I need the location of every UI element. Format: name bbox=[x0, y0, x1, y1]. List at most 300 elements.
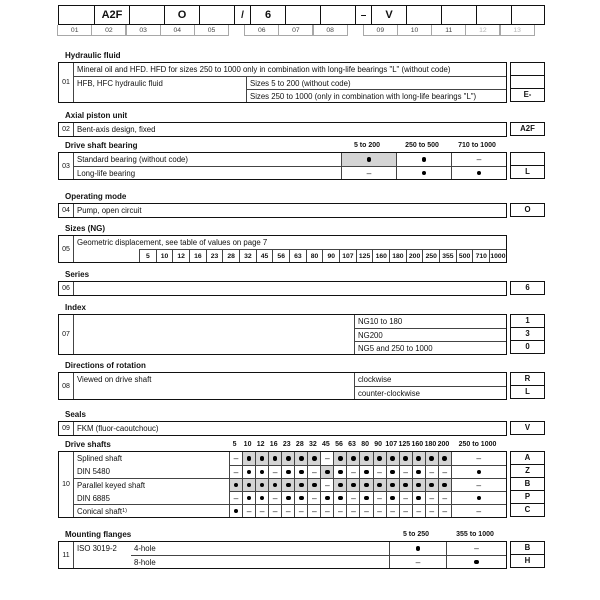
table-row: Long-life bearing bbox=[74, 166, 341, 179]
column-header: 16 bbox=[269, 441, 278, 448]
availability-cell bbox=[359, 478, 372, 491]
size-cell: 250 bbox=[422, 249, 439, 262]
availability-cell: – bbox=[446, 542, 506, 555]
code-box: 3 bbox=[510, 327, 545, 341]
availability-cell bbox=[307, 452, 320, 465]
dot-marker bbox=[367, 157, 372, 162]
dot-marker bbox=[416, 546, 421, 551]
dot-marker bbox=[312, 456, 317, 461]
position-number: 02 bbox=[91, 25, 126, 36]
drive-shafts-group-conical bbox=[74, 504, 229, 517]
position-number: 07 bbox=[278, 25, 313, 36]
availability-cell bbox=[333, 478, 346, 491]
table-row: HFB, HFC hydraulic fluid bbox=[74, 76, 246, 102]
dot-marker bbox=[299, 483, 304, 488]
column-header: 710 to 1000 bbox=[458, 142, 496, 149]
availability-cell: – bbox=[346, 504, 359, 517]
dot-marker bbox=[364, 470, 369, 475]
availability-cell bbox=[255, 465, 268, 478]
series-table bbox=[58, 281, 507, 296]
index-table bbox=[58, 314, 507, 355]
table-row bbox=[74, 282, 506, 295]
column-header: 56 bbox=[335, 441, 343, 448]
availability-cell bbox=[294, 452, 307, 465]
availability-cell bbox=[333, 465, 346, 478]
position-number: 10 bbox=[397, 25, 432, 36]
model-code-cell: O bbox=[164, 6, 199, 24]
dot-marker bbox=[364, 456, 369, 461]
availability-cell: – bbox=[373, 504, 386, 517]
column-header: 250 to 1000 bbox=[458, 441, 497, 448]
availability-cell bbox=[281, 491, 294, 504]
code-box-empty bbox=[510, 152, 545, 166]
availability-cell: – bbox=[359, 504, 372, 517]
availability-cell: – bbox=[399, 504, 412, 517]
code-box: E- bbox=[510, 88, 545, 102]
size-cell: 63 bbox=[289, 249, 306, 262]
code-box: B bbox=[510, 477, 545, 491]
sizes-table bbox=[58, 235, 507, 263]
position-number: 12 bbox=[465, 25, 500, 36]
code-box: 0 bbox=[510, 340, 545, 354]
dot-marker bbox=[260, 456, 265, 461]
model-code-cell bbox=[320, 6, 355, 24]
seals-table bbox=[58, 421, 507, 436]
code-box: A bbox=[510, 451, 545, 465]
position-number: 05 bbox=[194, 25, 229, 36]
code-box: P bbox=[510, 490, 545, 504]
size-cell: 355 bbox=[439, 249, 456, 262]
availability-cell: – bbox=[268, 491, 281, 504]
section-number: 06 bbox=[59, 282, 74, 295]
column-header: 250 to 500 bbox=[405, 142, 439, 149]
column-header: 5 to 200 bbox=[353, 142, 381, 149]
code-box: V bbox=[510, 421, 545, 435]
size-cell: 500 bbox=[456, 249, 473, 262]
dot-marker bbox=[416, 483, 421, 488]
availability-cell bbox=[359, 452, 372, 465]
section-title: Drive shaft bearing bbox=[65, 141, 138, 150]
availability-cell bbox=[333, 491, 346, 504]
availability-cell: – bbox=[307, 504, 320, 517]
dot-marker bbox=[351, 456, 356, 461]
operating-mode-table bbox=[58, 203, 507, 218]
model-code-cell bbox=[441, 6, 476, 24]
model-code-cell bbox=[59, 6, 94, 24]
table-row: Viewed on drive shaft bbox=[77, 375, 152, 384]
dot-marker bbox=[234, 509, 239, 514]
availability-cell bbox=[399, 452, 412, 465]
dot-marker bbox=[416, 470, 421, 475]
availability-cell: – bbox=[451, 153, 506, 166]
position-number-gap bbox=[229, 25, 245, 36]
availability-cell: – bbox=[229, 452, 242, 465]
section-number: 07 bbox=[59, 315, 74, 354]
table-row: counter-clockwise bbox=[354, 386, 506, 399]
availability-cell: – bbox=[294, 504, 307, 517]
model-code-position-numbers bbox=[58, 25, 545, 36]
availability-cell: – bbox=[268, 465, 281, 478]
section-number: 02 bbox=[59, 123, 74, 136]
rotation-table bbox=[58, 372, 507, 400]
size-cell: 28 bbox=[222, 249, 239, 262]
dot-marker bbox=[351, 483, 356, 488]
availability-cell: – bbox=[386, 504, 399, 517]
model-code-separator: – bbox=[355, 6, 371, 24]
availability-cell bbox=[386, 491, 399, 504]
dot-marker bbox=[477, 470, 482, 475]
dot-marker bbox=[260, 470, 265, 475]
section-number: 08 bbox=[59, 373, 74, 399]
model-code-row bbox=[58, 5, 545, 25]
table-row: NG10 to 180 bbox=[354, 315, 506, 328]
section-title: Directions of rotation bbox=[65, 361, 146, 370]
table-row: NG200 bbox=[354, 328, 506, 341]
size-cell: 10 bbox=[156, 249, 173, 262]
availability-cell bbox=[294, 465, 307, 478]
availability-cell: – bbox=[281, 504, 294, 517]
dot-marker bbox=[338, 456, 343, 461]
group-label-line: Conical shaft bbox=[77, 506, 123, 516]
dot-marker bbox=[286, 483, 291, 488]
dot-marker bbox=[364, 483, 369, 488]
section-title: Index bbox=[65, 303, 86, 312]
column-header: 10 bbox=[243, 441, 252, 448]
size-cell: 56 bbox=[272, 249, 289, 262]
model-code-cell bbox=[476, 6, 511, 24]
dot-marker bbox=[338, 470, 343, 475]
drive-shafts-table bbox=[58, 451, 507, 518]
availability-cell bbox=[320, 491, 333, 504]
column-header: 12 bbox=[256, 441, 265, 448]
dot-marker bbox=[325, 496, 330, 501]
availability-cell: – bbox=[307, 491, 320, 504]
section-title: Mounting flanges bbox=[65, 530, 132, 539]
group-label-line: DIN 5480 bbox=[77, 467, 110, 476]
availability-cell bbox=[389, 542, 446, 555]
availability-cell bbox=[425, 478, 438, 491]
code-box: L bbox=[510, 165, 545, 179]
availability-cell: – bbox=[399, 465, 412, 478]
dot-marker bbox=[477, 496, 482, 501]
position-number: 13 bbox=[500, 25, 535, 36]
position-number: 03 bbox=[126, 25, 161, 36]
dot-marker bbox=[477, 171, 482, 176]
dot-marker bbox=[416, 496, 421, 501]
availability-cell: – bbox=[425, 491, 438, 504]
footnote-marker: 1) bbox=[122, 508, 127, 514]
size-cell: 23 bbox=[206, 249, 223, 262]
size-cell: 107 bbox=[339, 249, 356, 262]
availability-cell bbox=[281, 452, 294, 465]
availability-cell bbox=[425, 452, 438, 465]
code-box: C bbox=[510, 503, 545, 517]
size-cell: 32 bbox=[239, 249, 256, 262]
availability-cell: – bbox=[320, 452, 333, 465]
dot-marker bbox=[273, 483, 278, 488]
size-cell: 80 bbox=[306, 249, 323, 262]
code-box: A2F bbox=[510, 122, 545, 136]
code-box: O bbox=[510, 203, 545, 217]
availability-cell bbox=[294, 478, 307, 491]
table-row: 8-hole bbox=[131, 555, 389, 568]
section-number: 03 bbox=[59, 153, 74, 179]
dot-marker bbox=[377, 456, 382, 461]
model-code-cell bbox=[285, 6, 320, 24]
column-header: 125 bbox=[398, 441, 411, 448]
availability-cell bbox=[412, 452, 425, 465]
availability-cell bbox=[341, 153, 396, 166]
availability-cell bbox=[333, 452, 346, 465]
dot-marker bbox=[474, 560, 479, 565]
availability-cell bbox=[255, 478, 268, 491]
availability-cell bbox=[307, 478, 320, 491]
code-box-empty bbox=[510, 75, 545, 89]
position-number: 04 bbox=[160, 25, 195, 36]
section-number: 09 bbox=[59, 422, 74, 435]
size-cell: 12 bbox=[172, 249, 189, 262]
section-number: 05 bbox=[59, 236, 74, 262]
availability-cell: – bbox=[341, 166, 396, 179]
size-cell: 1000 bbox=[489, 249, 506, 262]
dot-marker bbox=[247, 456, 252, 461]
size-cell: 45 bbox=[256, 249, 273, 262]
position-number: 06 bbox=[244, 25, 279, 36]
section-number: 04 bbox=[59, 204, 74, 217]
dot-marker bbox=[429, 456, 434, 461]
dot-marker bbox=[416, 456, 421, 461]
model-code-cell: A2F bbox=[94, 6, 129, 24]
column-header: 45 bbox=[322, 441, 330, 448]
column-header: 180 bbox=[424, 441, 437, 448]
group-label-line: Parallel keyed shaft bbox=[77, 481, 146, 490]
model-code-cell bbox=[199, 6, 234, 24]
table-row: Bent-axis design, fixed bbox=[77, 125, 156, 134]
availability-cell bbox=[438, 452, 451, 465]
availability-cell: – bbox=[438, 465, 451, 478]
dot-marker bbox=[422, 157, 427, 162]
availability-cell bbox=[451, 465, 506, 478]
model-code-cell bbox=[406, 6, 441, 24]
section-number: 01 bbox=[59, 63, 74, 102]
dot-marker bbox=[286, 470, 291, 475]
availability-cell bbox=[359, 465, 372, 478]
availability-cell: – bbox=[229, 465, 242, 478]
section-title: Hydraulic fluid bbox=[65, 51, 121, 60]
availability-cell bbox=[346, 452, 359, 465]
model-code-cell bbox=[511, 6, 546, 24]
column-header: 160 bbox=[411, 441, 424, 448]
column-header: 32 bbox=[308, 441, 317, 448]
section-title: Series bbox=[65, 270, 90, 279]
dot-marker bbox=[390, 470, 395, 475]
availability-cell: – bbox=[307, 465, 320, 478]
column-header: 107 bbox=[385, 441, 398, 448]
size-cell: 180 bbox=[389, 249, 406, 262]
size-cell: 200 bbox=[406, 249, 423, 262]
table-row: Sizes 250 to 1000 (only in combination with long-life bearings "L") bbox=[246, 89, 506, 102]
column-header: 23 bbox=[282, 441, 291, 448]
dot-marker bbox=[338, 483, 343, 488]
availability-cell bbox=[399, 478, 412, 491]
availability-cell: – bbox=[229, 491, 242, 504]
dot-marker bbox=[364, 496, 369, 501]
availability-cell bbox=[451, 491, 506, 504]
table-row: NG5 and 250 to 1000 bbox=[354, 341, 506, 354]
availability-cell: – bbox=[255, 504, 268, 517]
table-row: FKM (fluor-caoutchouc) bbox=[77, 424, 159, 433]
availability-cell bbox=[268, 478, 281, 491]
group-label-line: Splined shaft bbox=[77, 454, 123, 463]
dot-marker bbox=[312, 483, 317, 488]
availability-cell: – bbox=[451, 452, 506, 465]
section-title: Operating mode bbox=[65, 192, 127, 201]
drive-shafts-group-splined bbox=[74, 452, 229, 478]
spacer-cell bbox=[74, 249, 139, 262]
availability-cell bbox=[396, 166, 451, 179]
table-row: clockwise bbox=[354, 373, 506, 386]
position-number: 11 bbox=[431, 25, 466, 36]
availability-cell: – bbox=[389, 555, 446, 568]
availability-cell: – bbox=[242, 504, 255, 517]
table-row: Mineral oil and HFD. HFD for sizes 250 to 1000 only in combination with long-life bearings "L" (without code) bbox=[77, 65, 451, 74]
availability-cell bbox=[255, 491, 268, 504]
table-row: Geometric displacement, see table of values on page 7 bbox=[77, 238, 268, 247]
availability-cell bbox=[242, 465, 255, 478]
column-header: 28 bbox=[295, 441, 304, 448]
position-number-gap bbox=[348, 25, 364, 36]
dot-marker bbox=[338, 496, 343, 501]
section-number: 10 bbox=[59, 452, 74, 517]
availability-cell: – bbox=[373, 465, 386, 478]
availability-cell bbox=[412, 465, 425, 478]
size-cell: 160 bbox=[372, 249, 389, 262]
drive-shaft-bearing-table bbox=[58, 152, 507, 180]
availability-cell bbox=[396, 153, 451, 166]
availability-cell bbox=[242, 478, 255, 491]
availability-cell: – bbox=[438, 491, 451, 504]
dot-marker bbox=[247, 496, 252, 501]
availability-cell bbox=[346, 478, 359, 491]
column-header: 63 bbox=[348, 441, 356, 448]
availability-cell bbox=[386, 478, 399, 491]
column-header: 5 to 250 bbox=[402, 531, 430, 538]
size-cell: 5 bbox=[139, 249, 156, 262]
availability-cell bbox=[242, 491, 255, 504]
availability-cell: – bbox=[451, 478, 506, 491]
dot-marker bbox=[403, 456, 408, 461]
model-code-table bbox=[58, 5, 545, 36]
availability-cell: – bbox=[320, 478, 333, 491]
availability-cell bbox=[320, 465, 333, 478]
availability-cell: – bbox=[333, 504, 346, 517]
table-row: Sizes 5 to 200 (without code) bbox=[246, 76, 506, 89]
availability-cell: – bbox=[451, 504, 506, 517]
group-label-line: DIN 6885 bbox=[77, 494, 110, 503]
model-code-separator: / bbox=[234, 6, 250, 24]
dot-marker bbox=[247, 470, 252, 475]
availability-cell bbox=[412, 478, 425, 491]
size-cell: 125 bbox=[356, 249, 373, 262]
mounting-flanges-table bbox=[58, 541, 507, 569]
code-box: 6 bbox=[510, 281, 545, 295]
section-number: 11 bbox=[59, 542, 74, 568]
section-title: Drive shafts bbox=[65, 440, 111, 449]
availability-cell: – bbox=[320, 504, 333, 517]
availability-cell bbox=[386, 452, 399, 465]
availability-cell bbox=[359, 491, 372, 504]
availability-cell bbox=[412, 491, 425, 504]
code-box: H bbox=[510, 554, 545, 568]
table-row: Pump, open circuit bbox=[77, 206, 142, 215]
availability-cell: – bbox=[399, 491, 412, 504]
size-cell: 90 bbox=[322, 249, 339, 262]
column-header: 355 to 1000 bbox=[456, 531, 494, 538]
column-header: 5 bbox=[232, 441, 237, 448]
table-row: ISO 3019-2 bbox=[77, 544, 117, 553]
code-box: 1 bbox=[510, 314, 545, 328]
availability-cell: – bbox=[412, 504, 425, 517]
code-box-no-code bbox=[510, 62, 545, 76]
availability-cell bbox=[386, 465, 399, 478]
availability-cell bbox=[451, 166, 506, 179]
code-box: R bbox=[510, 372, 545, 386]
size-cell: 16 bbox=[189, 249, 206, 262]
table-row: Standard bearing (without code) bbox=[77, 155, 188, 164]
dot-marker bbox=[299, 456, 304, 461]
dot-marker bbox=[422, 171, 427, 176]
position-number: 08 bbox=[313, 25, 348, 36]
position-number: 01 bbox=[57, 25, 92, 36]
availability-cell bbox=[229, 478, 242, 491]
availability-cell bbox=[438, 478, 451, 491]
availability-cell: – bbox=[438, 504, 451, 517]
drive-shafts-group-parallel-keyed bbox=[74, 478, 229, 504]
availability-cell bbox=[281, 478, 294, 491]
dot-marker bbox=[286, 456, 291, 461]
dot-marker bbox=[260, 496, 265, 501]
availability-cell: – bbox=[373, 491, 386, 504]
axial-piston-unit-table bbox=[58, 122, 507, 137]
position-number: 09 bbox=[363, 25, 398, 36]
table-row: 4-hole bbox=[134, 544, 156, 553]
dot-marker bbox=[377, 483, 382, 488]
section-title: Axial piston unit bbox=[65, 111, 128, 120]
dot-marker bbox=[429, 483, 434, 488]
availability-cell: – bbox=[346, 465, 359, 478]
dot-marker bbox=[247, 483, 252, 488]
column-header: 200 bbox=[437, 441, 450, 448]
code-box: B bbox=[510, 541, 545, 555]
model-code-cell: V bbox=[371, 6, 406, 24]
dot-marker bbox=[299, 470, 304, 475]
availability-cell bbox=[446, 555, 506, 568]
dot-marker bbox=[260, 483, 265, 488]
dot-marker bbox=[234, 483, 239, 488]
code-box: Z bbox=[510, 464, 545, 478]
dot-marker bbox=[325, 470, 330, 475]
size-cell: 710 bbox=[472, 249, 489, 262]
hydraulic-fluid-table bbox=[58, 62, 507, 103]
dot-marker bbox=[273, 456, 278, 461]
section-title: Seals bbox=[65, 410, 86, 419]
availability-cell bbox=[294, 491, 307, 504]
model-code-cell bbox=[129, 6, 164, 24]
availability-cell: – bbox=[268, 504, 281, 517]
availability-cell bbox=[373, 452, 386, 465]
availability-cell bbox=[255, 452, 268, 465]
dot-marker bbox=[286, 496, 291, 501]
